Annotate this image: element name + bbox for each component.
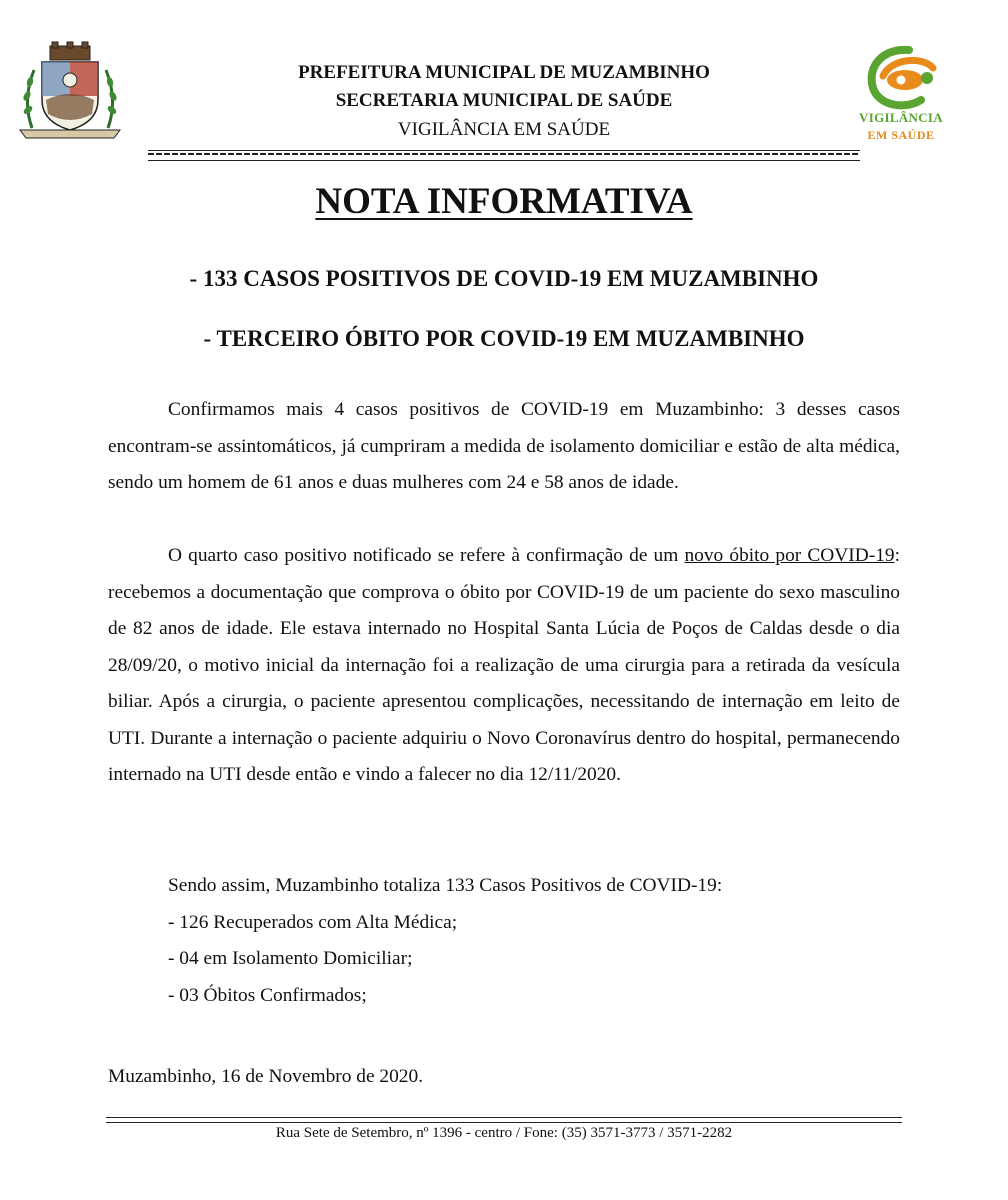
document-title: NOTA INFORMATIVA: [315, 181, 693, 222]
paragraph-death-details: [108, 538, 900, 794]
case-summary: [168, 868, 722, 1014]
document-date: Muzambinho, 16 de Novembro de 2020.: [108, 1066, 424, 1087]
vigilancia-em-saude-logo: [852, 44, 950, 140]
summary-item-isolation: - 04 em Isolamento Domiciliar;: [168, 948, 413, 969]
footer-address: Rua Sete de Setembro, nº 1396 - centro / Fone: (35) 3571-3773 / 3571-2282: [275, 1125, 733, 1141]
summary-item-deaths: - 03 Óbitos Confirmados;: [168, 984, 367, 1006]
header-divider: [148, 150, 860, 161]
logo-text-em-saude: EM SAÚDE: [867, 128, 935, 142]
subtitle-positive-cases: - 133 CASOS POSITIVOS DE COVID-19 EM MUZAMBINHO: [189, 266, 819, 291]
footer-divider: [106, 1117, 902, 1123]
header-vigilancia: VIGILÂNCIA EM SAÚDE: [397, 119, 611, 140]
paragraph-new-cases: [108, 392, 900, 502]
municipal-coat-of-arms-icon: [18, 40, 122, 144]
paragraph-death-text-start: O quarto caso positivo notificado se refere à confirmação de um: [168, 545, 685, 566]
vigilancia-swirl-icon: [861, 44, 941, 112]
summary-intro: Sendo assim, Muzambinho totaliza 133 Casos Positivos de COVID-19:: [168, 875, 723, 896]
summary-item-recovered: - 126 Recuperados com Alta Médica;: [168, 911, 458, 933]
logo-text-vigilancia: VIGILÂNCIA: [859, 110, 943, 125]
header-prefeitura: PREFEITURA MUNICIPAL DE MUZAMBINHO: [298, 62, 710, 83]
underlined-new-death: novo óbito por COVID-19: [684, 545, 895, 566]
header-secretaria: SECRETARIA MUNICIPAL DE SAÚDE: [335, 90, 673, 111]
paragraph-death-text-rest: : recebemos a documentação que comprova o óbito por COVID-19 de um paciente do sexo masculino de 82 anos de idade. Ele estava internado no Hospital Santa Lúcia de Poços de Caldas desde o dia 28/09/20, o motivo inicial da internação foi a realização de uma cirurgia para a retirada da vesícula biliar. Após a cirurgia, o paciente apresentou complicações, necessitando de internação em leito de UTI. Durante a internação o paciente adquiriu o Novo Coronavírus dentro do hospital, permanecendo internado na UTI desde então e vindo a falecer no dia 12/11/2020.: [108, 545, 900, 785]
subtitle-third-death: - TERCEIRO ÓBITO POR COVID-19 EM MUZAMBINHO: [203, 326, 805, 351]
paragraph-new-cases-text: Confirmamos mais 4 casos positivos de COVID-19 em Muzambinho: 3 desses casos encontram-se assintomáticos, já cumpriram a medida de isolamento domiciliar e estão de alta médica, sendo um homem de 61 anos e duas mulheres com 24 e 58 anos de idade.: [108, 399, 900, 493]
